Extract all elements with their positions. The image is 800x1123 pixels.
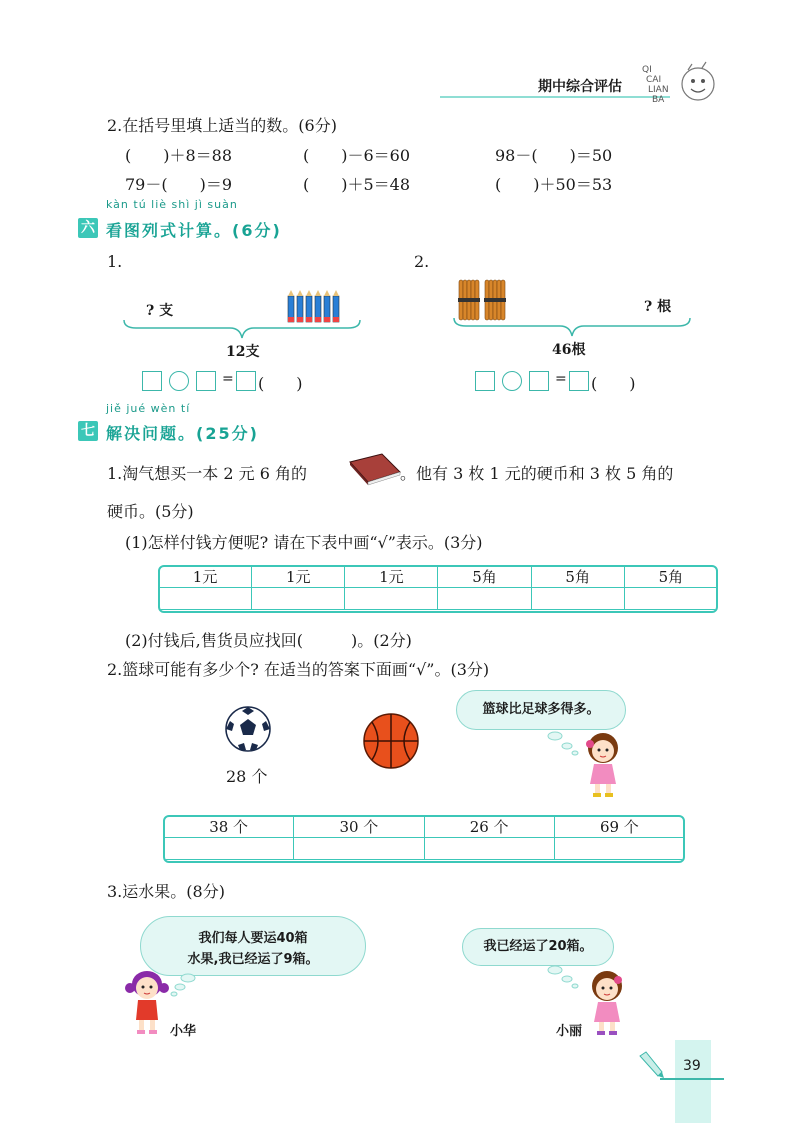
check-cell[interactable] bbox=[438, 588, 531, 610]
unit-paren[interactable]: ( ) bbox=[258, 374, 303, 393]
section7-pinyin: jiě jué wèn tí bbox=[106, 402, 191, 415]
speech-bubble-xiaoli bbox=[462, 928, 614, 966]
header-logo bbox=[640, 58, 720, 114]
check-cell[interactable] bbox=[164, 838, 294, 860]
q7-1-sub2: (2)付钱后,售货员应找回( )。(2分) bbox=[125, 631, 412, 650]
answer-box[interactable] bbox=[142, 371, 162, 391]
q7-1-sub1: (1)怎样付钱方便呢? 请在下表中画“√”表示。(3分) bbox=[125, 533, 483, 552]
options-answer-row bbox=[164, 838, 685, 860]
basketball-image bbox=[362, 712, 420, 770]
payment-table-header-row bbox=[159, 566, 718, 588]
problem2-number: 2. bbox=[414, 252, 430, 271]
xiaohua-name: 小华 bbox=[170, 1024, 197, 1039]
football-count: 28 个 bbox=[226, 767, 268, 786]
section6-pinyin: kàn tú liè shì jì suàn bbox=[106, 198, 238, 211]
problem2-unknown-label: ? 根 bbox=[644, 299, 672, 315]
logo-text-lian: LIAN bbox=[648, 85, 669, 95]
coin-header-1yuan: 1元 bbox=[159, 566, 252, 588]
section7-title: 解决问题。(25分) bbox=[106, 424, 259, 443]
q2-eq-3: 98－( )＝50 bbox=[495, 146, 613, 165]
page-number: 39 bbox=[683, 1058, 701, 1074]
q2-eq-2: ( )－6＝60 bbox=[303, 146, 411, 165]
coin-header-5jiao: 5角 bbox=[624, 566, 717, 588]
unit-paren[interactable]: ( ) bbox=[591, 374, 636, 393]
check-cell[interactable] bbox=[159, 588, 252, 610]
xiaoli-character-image bbox=[584, 968, 630, 1038]
section6-title: 看图列式计算。(6分) bbox=[106, 221, 282, 240]
speech-bubble-xiaohua bbox=[140, 916, 366, 976]
footer-rule bbox=[660, 1078, 724, 1080]
book-image bbox=[346, 452, 402, 486]
bubble-tail bbox=[168, 972, 208, 998]
problem1-answer-row bbox=[142, 371, 342, 393]
girl-character-image bbox=[580, 730, 626, 800]
problem1-unknown-label: ? 支 bbox=[146, 303, 174, 319]
check-cell[interactable] bbox=[294, 838, 424, 860]
option-26: 26 个 bbox=[424, 816, 554, 838]
speech-text: 我已经运了20箱。 bbox=[483, 939, 593, 954]
option-30: 30 个 bbox=[294, 816, 424, 838]
operator-circle[interactable] bbox=[502, 371, 522, 391]
payment-table-answer-row bbox=[159, 588, 718, 610]
header-rule bbox=[440, 96, 670, 98]
problem1-brace bbox=[122, 318, 362, 342]
problem2-brace bbox=[452, 316, 692, 340]
payment-table bbox=[158, 565, 718, 613]
problem2-answer-row bbox=[475, 371, 675, 393]
check-cell[interactable] bbox=[345, 588, 438, 610]
check-cell[interactable] bbox=[554, 838, 684, 860]
option-38: 38 个 bbox=[164, 816, 294, 838]
coin-header-5jiao: 5角 bbox=[438, 566, 531, 588]
q2-eq-6: ( )＋50＝53 bbox=[495, 175, 613, 194]
xiaohua-character-image bbox=[124, 968, 170, 1038]
logo-text-ba: BA bbox=[652, 95, 665, 105]
header-title: 期中综合评估 bbox=[538, 79, 622, 95]
section7-badge: 七 bbox=[78, 421, 98, 441]
check-cell[interactable] bbox=[252, 588, 345, 610]
problem1-number: 1. bbox=[107, 252, 123, 271]
q2-eq-5: ( )＋5＝48 bbox=[303, 175, 411, 194]
check-cell[interactable] bbox=[531, 588, 624, 610]
q7-2-title: 2.篮球可能有多少个? 在适当的答案下面画“√”。(3分) bbox=[107, 660, 490, 679]
coin-header-5jiao: 5角 bbox=[531, 566, 624, 588]
check-cell[interactable] bbox=[424, 838, 554, 860]
speech-line: 水果,我已经运了9箱。 bbox=[187, 952, 319, 967]
answer-box[interactable] bbox=[529, 371, 549, 391]
speech-bubble-basketball bbox=[456, 690, 626, 730]
bubble-tail bbox=[545, 962, 585, 990]
answer-box[interactable] bbox=[196, 371, 216, 391]
q2-eq-1: ( )＋8＝88 bbox=[125, 146, 233, 165]
answer-box[interactable] bbox=[569, 371, 589, 391]
bubble-tail bbox=[545, 728, 585, 758]
logo-text-qi: QI bbox=[642, 65, 652, 75]
q7-3-title: 3.运水果。(8分) bbox=[107, 882, 225, 901]
section6-badge: 六 bbox=[78, 218, 98, 238]
pencil-icon bbox=[636, 1050, 666, 1080]
check-cell[interactable] bbox=[624, 588, 717, 610]
q7-1-line1b: 。他有 3 枚 1 元的硬币和 3 枚 5 角的 bbox=[400, 464, 674, 483]
problem2-total: 46根 bbox=[552, 342, 586, 358]
operator-circle[interactable] bbox=[169, 371, 189, 391]
xiaoli-name: 小丽 bbox=[556, 1024, 583, 1039]
page-number-tab bbox=[675, 1040, 711, 1123]
equals-sign: = bbox=[555, 371, 567, 387]
basketball-options-table bbox=[163, 815, 685, 863]
answer-box[interactable] bbox=[236, 371, 256, 391]
coin-header-1yuan: 1元 bbox=[252, 566, 345, 588]
answer-box[interactable] bbox=[475, 371, 495, 391]
options-header-row bbox=[164, 816, 685, 838]
q2-title: 2.在括号里填上适当的数。(6分) bbox=[107, 116, 337, 135]
q7-1-line1a: 1.淘气想买一本 2 元 6 角的 bbox=[107, 464, 307, 483]
problem1-total: 12支 bbox=[226, 344, 260, 360]
q2-eq-4: 79－( )＝9 bbox=[125, 175, 233, 194]
speech-line: 我们每人要运40箱 bbox=[198, 931, 308, 946]
option-69: 69 个 bbox=[554, 816, 684, 838]
equals-sign: = bbox=[222, 371, 234, 387]
q7-1-line2: 硬币。(5分) bbox=[107, 502, 194, 521]
speech-text: 篮球比足球多得多。 bbox=[482, 702, 600, 717]
coin-header-1yuan: 1元 bbox=[345, 566, 438, 588]
logo-text-cai: CAI bbox=[646, 75, 662, 85]
football-image bbox=[224, 705, 272, 753]
